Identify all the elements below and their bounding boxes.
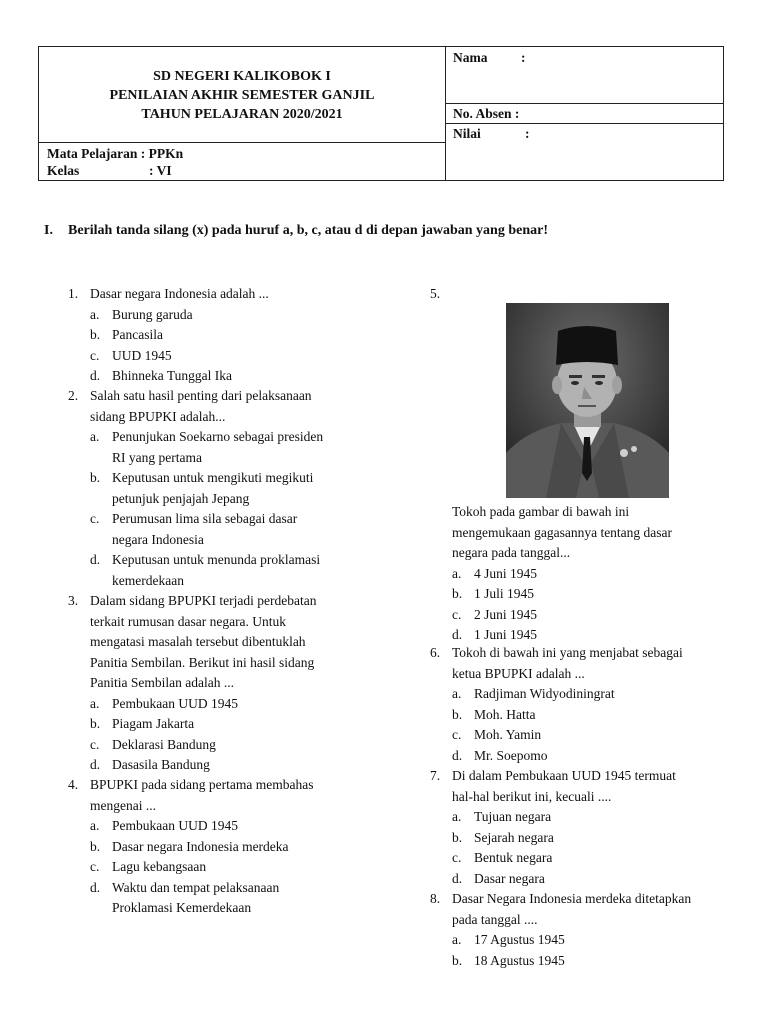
option-text[interactable]: Dasar negara: [474, 870, 545, 886]
nilai-label: Nilai: [453, 126, 481, 141]
option-letter[interactable]: a.: [452, 565, 462, 581]
option-letter[interactable]: b.: [90, 470, 101, 485]
header-divider: [445, 47, 446, 180]
question-text: sidang BPUPKI adalah...: [90, 408, 226, 424]
question-text: Dasar Negara Indonesia merdeka ditetapkan: [452, 891, 692, 906]
option-text[interactable]: negara Indonesia: [112, 531, 204, 547]
option-text[interactable]: 4 Juni 1945: [474, 565, 538, 581]
header-table: [38, 46, 724, 181]
option-letter[interactable]: a.: [452, 686, 462, 701]
option-text[interactable]: Lagu kebangsaan: [112, 859, 207, 874]
option-text[interactable]: Dasar negara Indonesia merdeka: [112, 838, 289, 854]
option-text[interactable]: Penunjukan Soekarno sebagai presiden: [112, 429, 324, 444]
class-label: Kelas: [47, 163, 80, 178]
option-letter[interactable]: c.: [90, 859, 100, 874]
option-text[interactable]: Dasasila Bandung: [112, 757, 210, 772]
option-text[interactable]: Pancasila: [112, 327, 163, 342]
absen-label[interactable]: No. Absen :: [453, 106, 520, 121]
question-text: Dasar negara Indonesia adalah ...: [90, 286, 269, 301]
question-text: mengatasi masalah tersebut dibentuklah: [90, 634, 306, 649]
option-letter[interactable]: b.: [452, 952, 463, 968]
question-text: Panitia Sembilan adalah ...: [90, 675, 234, 690]
option-text[interactable]: Burung garuda: [112, 306, 193, 322]
option-text[interactable]: Moh. Hatta: [474, 706, 536, 722]
question-number: 4.: [68, 777, 79, 792]
option-text[interactable]: 17 Agustus 1945: [474, 932, 565, 947]
question-text: hal-hal berikut ini, kecuali ....: [452, 788, 612, 804]
option-text[interactable]: Mr. Soepomo: [474, 747, 548, 763]
option-letter[interactable]: d.: [90, 757, 101, 772]
option-text[interactable]: Moh. Yamin: [474, 727, 542, 742]
question-text: ketua BPUPKI adalah ...: [452, 665, 585, 681]
question-text: Panitia Sembilan. Berikut ini hasil sidang: [90, 654, 315, 670]
option-text[interactable]: Radjiman Widyodiningrat: [474, 686, 615, 701]
question-text: negara pada tanggal...: [452, 545, 571, 560]
option-letter[interactable]: b.: [90, 716, 101, 731]
option-letter[interactable]: c.: [90, 736, 100, 752]
name-label: Nama: [453, 50, 488, 65]
option-text[interactable]: 1 Juni 1945: [474, 627, 538, 642]
option-letter[interactable]: d.: [90, 879, 101, 895]
option-letter[interactable]: b.: [452, 586, 463, 601]
option-letter[interactable]: b.: [452, 706, 463, 722]
question-number: 3.: [68, 593, 79, 608]
question-number: 2.: [68, 388, 79, 403]
option-letter[interactable]: d.: [452, 747, 463, 763]
option-letter[interactable]: a.: [452, 932, 462, 947]
option-letter[interactable]: a.: [452, 809, 462, 824]
option-letter[interactable]: c.: [90, 347, 100, 363]
option-text[interactable]: Sejarah negara: [474, 829, 554, 845]
option-text[interactable]: Keputusan untuk menunda proklamasi: [112, 552, 321, 567]
question-text: pada tanggal ....: [452, 911, 538, 927]
option-text[interactable]: Pembukaan UUD 1945: [112, 695, 238, 711]
question-text: Dalam sidang BPUPKI terjadi perdebatan: [90, 593, 317, 608]
option-letter[interactable]: c.: [452, 606, 462, 622]
option-letter[interactable]: d.: [90, 552, 101, 567]
school-year: TAHUN PELAJARAN 2020/2021: [141, 107, 343, 122]
option-letter[interactable]: a.: [90, 429, 100, 444]
option-letter[interactable]: a.: [90, 695, 100, 711]
option-text[interactable]: 18 Agustus 1945: [474, 952, 565, 968]
question-text: terkait rumusan dasar negara. Untuk: [90, 613, 287, 629]
question-text: Di dalam Pembukaan UUD 1945 termuat: [452, 768, 676, 783]
option-text[interactable]: Tujuan negara: [474, 809, 552, 824]
option-text[interactable]: Waktu dan tempat pelaksanaan: [112, 879, 280, 895]
question-text: Tokoh pada gambar di bawah ini: [452, 504, 630, 519]
option-text[interactable]: Piagam Jakarta: [112, 716, 195, 731]
portrait-photo: [506, 303, 669, 498]
header-divider: [445, 123, 723, 124]
option-letter[interactable]: d.: [452, 627, 463, 642]
exam-title: PENILAIAN AKHIR SEMESTER GANJIL: [109, 88, 375, 103]
subject-label: Mata Pelajaran : PPKn: [47, 146, 184, 161]
question-text: mengemukaan gagasannya tentang dasar: [452, 524, 673, 540]
option-text[interactable]: Perumusan lima sila sebagai dasar: [112, 511, 298, 526]
option-letter[interactable]: c.: [452, 727, 462, 742]
question-text: Salah satu hasil penting dari pelaksanaan: [90, 388, 312, 403]
question-number: 8.: [430, 891, 441, 906]
question-text: Tokoh di bawah ini yang menjabat sebagai: [452, 645, 683, 660]
option-text[interactable]: Deklarasi Bandung: [112, 736, 216, 752]
class-value: : VI: [149, 163, 172, 178]
option-text[interactable]: kemerdekaan: [112, 572, 184, 588]
option-letter[interactable]: b.: [90, 327, 101, 342]
name-field[interactable]: :: [521, 50, 526, 65]
option-text[interactable]: Bentuk negara: [474, 850, 553, 865]
option-text[interactable]: 2 Juni 1945: [474, 606, 538, 622]
instruction-text: Berilah tanda silang (x) pada huruf a, b, c, atau d di depan jawaban yang benar!: [68, 223, 548, 238]
option-letter[interactable]: b.: [90, 838, 101, 854]
instruction: [44, 223, 548, 239]
header-divider: [445, 103, 723, 104]
option-letter[interactable]: b.: [452, 829, 463, 845]
option-letter[interactable]: a.: [90, 306, 100, 322]
school-name: SD NEGERI KALIKOBOK I: [153, 69, 331, 84]
option-text[interactable]: Keputusan untuk mengikuti megikuti: [112, 470, 314, 485]
question-number: 7.: [430, 768, 441, 783]
option-letter[interactable]: a.: [90, 818, 100, 833]
option-text[interactable]: RI yang pertama: [112, 449, 202, 465]
option-text[interactable]: UUD 1945: [112, 347, 172, 363]
option-text[interactable]: petunjuk penjajah Jepang: [112, 490, 250, 506]
question-number: 6.: [430, 645, 441, 660]
question-number: 5.: [430, 286, 441, 301]
option-text[interactable]: Pembukaan UUD 1945: [112, 818, 238, 833]
option-text[interactable]: 1 Juli 1945: [474, 586, 535, 601]
question-text: BPUPKI pada sidang pertama membahas: [90, 777, 314, 792]
option-letter[interactable]: c.: [452, 850, 462, 865]
option-letter[interactable]: d.: [452, 870, 463, 886]
header-divider: [39, 142, 445, 143]
option-text[interactable]: Bhinneka Tunggal Ika: [112, 368, 232, 383]
option-text[interactable]: Proklamasi Kemerdekaan: [112, 900, 252, 915]
option-letter[interactable]: c.: [90, 511, 100, 526]
instruction-number: I.: [44, 223, 53, 238]
nilai-field[interactable]: :: [525, 126, 530, 141]
question-text: mengenai ...: [90, 797, 156, 813]
question-number: 1.: [68, 286, 79, 301]
option-letter[interactable]: d.: [90, 368, 101, 383]
